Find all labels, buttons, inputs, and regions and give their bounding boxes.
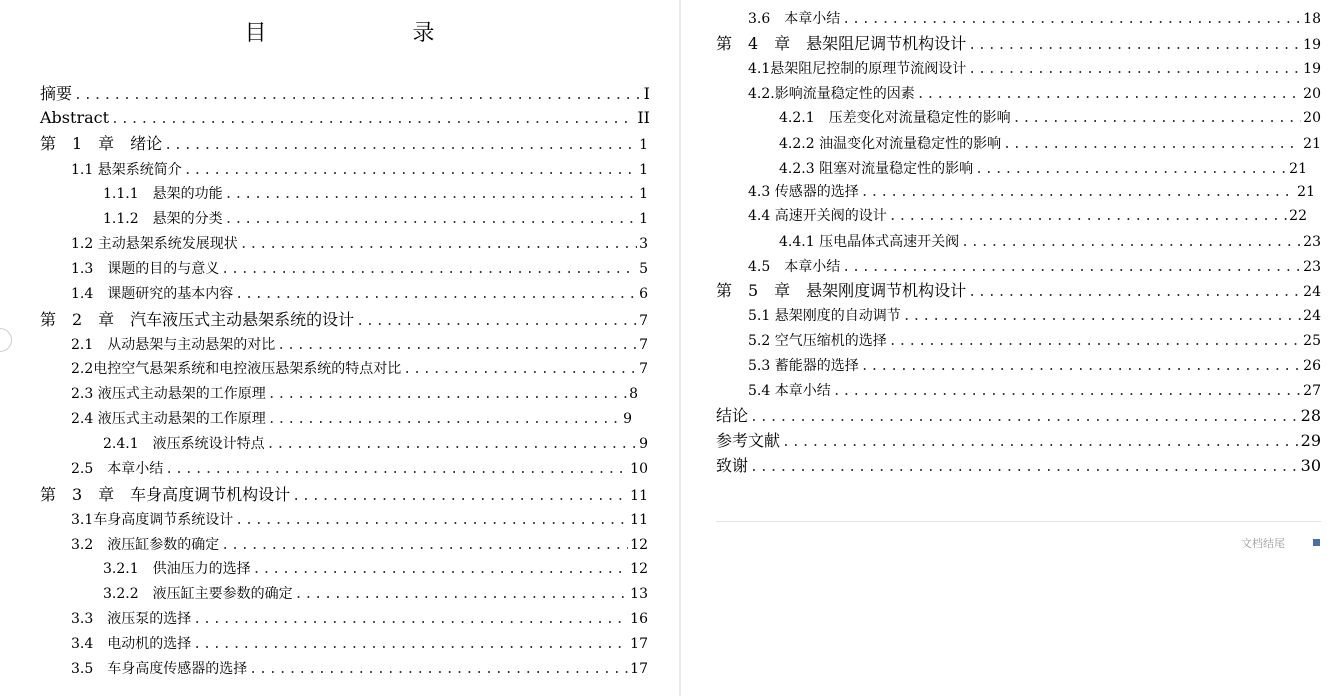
toc-leader-dots bbox=[968, 35, 1301, 57]
toc-page-number: 23 bbox=[1303, 259, 1321, 275]
toc-entry-label: 第 2 章 汽车液压式主动悬架系统的设计 bbox=[40, 310, 355, 329]
toc-page-number: 1 bbox=[639, 162, 648, 178]
toc-leader-dots bbox=[750, 457, 1299, 479]
toc-entry-label: 4.2.影响流量稳定性的因素 bbox=[748, 86, 915, 102]
toc-entry[interactable] bbox=[748, 380, 1321, 402]
toc-entry[interactable] bbox=[103, 558, 648, 580]
toc-entry[interactable] bbox=[71, 658, 648, 680]
toc-entry-label: 第 1 章 绪论 bbox=[40, 134, 163, 153]
page-nav-circle[interactable] bbox=[0, 328, 12, 352]
toc-page-number: 11 bbox=[630, 512, 648, 528]
toc-entry[interactable] bbox=[71, 258, 648, 280]
toc-page-number: 24 bbox=[1303, 308, 1321, 324]
toc-page-number: II bbox=[637, 108, 650, 127]
toc-leader-dots bbox=[975, 159, 1287, 181]
toc-entry[interactable] bbox=[71, 509, 648, 531]
toc-entry-label: 3.3 液压泵的选择 bbox=[71, 611, 192, 627]
toc-leader-dots bbox=[111, 109, 635, 131]
toc-leader-dots bbox=[225, 184, 637, 206]
toc-entry[interactable] bbox=[103, 433, 648, 455]
toc-page-number: 17 bbox=[630, 636, 648, 652]
toc-leader-dots bbox=[221, 259, 637, 281]
toc-leader-dots bbox=[961, 232, 1301, 254]
toc-leader-dots bbox=[221, 535, 628, 557]
toc-entry-label: 3.1车身高度调节系统设计 bbox=[71, 512, 234, 528]
toc-entry-label: 1.1.2 悬架的分类 bbox=[103, 211, 223, 227]
toc-leader-dots bbox=[292, 486, 628, 508]
toc-leader-dots bbox=[889, 331, 1301, 353]
toc-page-number: 1 bbox=[639, 137, 648, 153]
toc-entry-label: 2.3 液压式主动悬架的工作原理 bbox=[71, 386, 266, 402]
toc-page-number: 12 bbox=[630, 537, 648, 553]
toc-page-number: 10 bbox=[630, 461, 648, 477]
toc-page-number: 9 bbox=[623, 411, 632, 427]
toc-page-number: 30 bbox=[1300, 456, 1321, 475]
document-end-label: 文档结尾 bbox=[1241, 537, 1285, 550]
toc-page-number: 9 bbox=[639, 436, 648, 452]
toc-entry-label: 第 5 章 悬架刚度调节机构设计 bbox=[716, 281, 967, 300]
toc-entry-label: 3.2.2 液压缸主要参数的确定 bbox=[103, 586, 293, 602]
toc-leader-dots bbox=[225, 209, 637, 231]
toc-page-number: 22 bbox=[1289, 208, 1307, 224]
toc-entry-label: 参考文献 bbox=[716, 431, 781, 450]
toc-page-number: 20 bbox=[1303, 110, 1321, 126]
toc-page-number: 27 bbox=[1303, 383, 1321, 399]
document-end-line bbox=[716, 521, 1321, 522]
toc-entry[interactable] bbox=[748, 256, 1321, 278]
toc-entry[interactable] bbox=[71, 408, 632, 430]
toc-entry[interactable] bbox=[748, 8, 1321, 30]
toc-leader-dots bbox=[861, 356, 1301, 378]
toc-leader-dots bbox=[842, 9, 1301, 31]
toc-entry[interactable] bbox=[71, 334, 648, 356]
toc-entry[interactable] bbox=[716, 430, 1321, 452]
toc-page-number: 26 bbox=[1303, 358, 1321, 374]
toc-entry-label: 2.4 液压式主动悬架的工作原理 bbox=[71, 411, 266, 427]
toc-page-number: 1 bbox=[639, 186, 648, 202]
toc-entry-label: 3.2 液压缸参数的确定 bbox=[71, 537, 220, 553]
toc-leader-dots bbox=[903, 306, 1301, 328]
toc-page-number: 1 bbox=[639, 211, 648, 227]
toc-leader-dots bbox=[968, 59, 1301, 81]
toc-page-number: I bbox=[643, 84, 650, 103]
toc-page-number: 19 bbox=[1303, 61, 1321, 77]
toc-leader-dots bbox=[268, 384, 627, 406]
toc-entry[interactable] bbox=[71, 233, 648, 255]
toc-leader-dots bbox=[833, 381, 1301, 403]
toc-page-number: 7 bbox=[639, 361, 648, 377]
toc-leader-dots bbox=[267, 434, 637, 456]
toc-entry[interactable] bbox=[748, 205, 1307, 227]
toc-entry-label: 4.2.2 油温变化对流量稳定性的影响 bbox=[779, 136, 1002, 152]
toc-entry[interactable] bbox=[748, 305, 1321, 327]
toc-title: 目 录 bbox=[244, 21, 469, 46]
toc-page-number: 16 bbox=[630, 611, 648, 627]
toc-entry-label: 2.1 从动悬架与主动悬架的对比 bbox=[71, 337, 276, 353]
toc-leader-dots bbox=[750, 407, 1299, 429]
toc-entry[interactable] bbox=[748, 58, 1321, 80]
toc-entry[interactable] bbox=[779, 107, 1321, 129]
toc-leader-dots bbox=[1013, 108, 1302, 130]
toc-entry-label: 1.1.1 悬架的功能 bbox=[103, 186, 223, 202]
toc-page-number: 21 bbox=[1297, 184, 1315, 200]
toc-entry-label: 结论 bbox=[716, 406, 749, 425]
toc-leader-dots bbox=[968, 282, 1301, 304]
toc-entry[interactable] bbox=[71, 358, 648, 380]
toc-page-number: 13 bbox=[630, 586, 648, 602]
toc-entry-label: 2.2电控空气悬架系统和电控液压悬架系统的特点对比 bbox=[71, 361, 402, 377]
toc-page-number: 21 bbox=[1303, 136, 1321, 152]
toc-leader-dots bbox=[782, 432, 1299, 454]
toc-entry-label: 5.1 悬架刚度的自动调节 bbox=[748, 308, 901, 324]
toc-entry[interactable] bbox=[716, 455, 1321, 477]
toc-leader-dots bbox=[842, 257, 1301, 279]
toc-page-number: 3 bbox=[639, 236, 648, 252]
toc-entry[interactable] bbox=[71, 633, 648, 655]
toc-entry[interactable] bbox=[40, 309, 648, 331]
toc-entry-label: 第 4 章 悬架阻尼调节机构设计 bbox=[716, 34, 967, 53]
toc-entry[interactable] bbox=[40, 484, 648, 506]
toc-entry-label: 5.4 本章小结 bbox=[748, 383, 831, 399]
toc-entry[interactable] bbox=[71, 608, 648, 630]
toc-leader-dots bbox=[193, 634, 628, 656]
toc-entry-label: 4.4.1 压电晶体式高速开关阀 bbox=[779, 234, 960, 250]
toc-entry-label: 1.4 课题研究的基本内容 bbox=[71, 286, 234, 302]
toc-entry[interactable] bbox=[40, 83, 650, 105]
toc-entry-label: 2.4.1 液压系统设计特点 bbox=[103, 436, 265, 452]
toc-entry[interactable] bbox=[748, 83, 1321, 105]
toc-entry[interactable] bbox=[716, 405, 1321, 427]
toc-leader-dots bbox=[295, 584, 629, 606]
toc-entry[interactable] bbox=[779, 158, 1307, 180]
toc-page-number: 11 bbox=[630, 488, 648, 504]
toc-leader-dots bbox=[889, 206, 1287, 228]
toc-leader-dots bbox=[917, 84, 1301, 106]
toc-page-number: 6 bbox=[639, 286, 648, 302]
toc-entry-label: 1.2 主动悬架系统发展现状 bbox=[71, 236, 238, 252]
toc-page-number: 8 bbox=[629, 386, 638, 402]
toc-entry-label: 4.4 高速开关阀的设计 bbox=[748, 208, 887, 224]
toc-entry[interactable] bbox=[71, 283, 648, 305]
toc-leader-dots bbox=[165, 459, 628, 481]
toc-page-number: 18 bbox=[1303, 11, 1321, 27]
toc-entry-label: 1.1 悬架系统简介 bbox=[71, 162, 182, 178]
toc-entry[interactable] bbox=[779, 133, 1321, 155]
toc-leader-dots bbox=[356, 311, 637, 333]
toc-page-number: 7 bbox=[639, 337, 648, 353]
toc-entry[interactable] bbox=[71, 534, 648, 556]
document-end-marker bbox=[1313, 539, 1320, 546]
toc-entry-label: 摘要 bbox=[40, 84, 73, 103]
toc-page-number: 28 bbox=[1300, 406, 1321, 425]
toc-page-number: 20 bbox=[1303, 86, 1321, 102]
toc-page-number: 23 bbox=[1303, 234, 1321, 250]
toc-page-number: 5 bbox=[639, 261, 648, 277]
toc-entry-label: 4.2.3 阻塞对流量稳定性的影响 bbox=[779, 161, 974, 177]
toc-entry-label: 1.3 课题的目的与意义 bbox=[71, 261, 220, 277]
toc-entry-label: 第 3 章 车身高度调节机构设计 bbox=[40, 485, 291, 504]
toc-leader-dots bbox=[268, 409, 621, 431]
toc-leader-dots bbox=[240, 234, 637, 256]
toc-leader-dots bbox=[249, 659, 628, 681]
toc-page-number: 12 bbox=[630, 561, 648, 577]
toc-entry[interactable] bbox=[103, 208, 648, 230]
toc-page-number: 21 bbox=[1289, 161, 1307, 177]
toc-leader-dots bbox=[184, 160, 637, 182]
toc-leader-dots bbox=[193, 609, 628, 631]
toc-leader-dots bbox=[74, 85, 642, 107]
toc-leader-dots bbox=[861, 182, 1295, 204]
toc-leader-dots bbox=[235, 284, 637, 306]
toc-entry[interactable] bbox=[779, 231, 1321, 253]
toc-entry[interactable] bbox=[40, 107, 650, 129]
toc-page-number: 17 bbox=[630, 661, 648, 677]
toc-entry[interactable] bbox=[71, 458, 648, 480]
toc-page-number: 7 bbox=[639, 313, 648, 329]
toc-leader-dots bbox=[164, 135, 637, 157]
toc-entry-label: 4.3 传感器的选择 bbox=[748, 184, 859, 200]
toc-leader-dots bbox=[1003, 134, 1301, 156]
toc-entry-label: 5.2 空气压缩机的选择 bbox=[748, 333, 887, 349]
toc-entry[interactable] bbox=[103, 583, 648, 605]
toc-entry-label: 5.3 蓄能器的选择 bbox=[748, 358, 859, 374]
toc-entry-label: 3.4 电动机的选择 bbox=[71, 636, 192, 652]
toc-entry-label: 4.2.1 压差变化对流量稳定性的影响 bbox=[779, 110, 1011, 126]
toc-entry-label: 4.5 本章小结 bbox=[748, 259, 841, 275]
toc-entry[interactable] bbox=[748, 330, 1321, 352]
toc-entry-label: 3.6 本章小结 bbox=[748, 11, 841, 27]
toc-entry-label: 致谢 bbox=[716, 456, 749, 475]
toc-entry[interactable] bbox=[71, 159, 648, 181]
toc-entry[interactable] bbox=[40, 133, 648, 155]
toc-entry-label: Abstract bbox=[40, 108, 110, 127]
toc-entry[interactable] bbox=[716, 280, 1321, 302]
toc-entry[interactable] bbox=[71, 383, 638, 405]
toc-entry-label: 4.1悬架阻尼控制的原理节流阀设计 bbox=[748, 61, 967, 77]
toc-leader-dots bbox=[277, 335, 637, 357]
toc-entry-label: 2.5 本章小结 bbox=[71, 461, 164, 477]
toc-entry-label: 3.2.1 供油压力的选择 bbox=[103, 561, 251, 577]
toc-entry[interactable] bbox=[103, 183, 648, 205]
toc-page-number: 25 bbox=[1303, 333, 1321, 349]
toc-entry[interactable] bbox=[748, 355, 1321, 377]
toc-leader-dots bbox=[235, 510, 628, 532]
toc-leader-dots bbox=[403, 359, 637, 381]
toc-entry[interactable] bbox=[716, 33, 1321, 55]
toc-page-number: 19 bbox=[1303, 37, 1321, 53]
toc-page-number: 29 bbox=[1300, 431, 1321, 450]
toc-entry-label: 3.5 车身高度传感器的选择 bbox=[71, 661, 248, 677]
toc-leader-dots bbox=[253, 559, 629, 581]
toc-page-number: 24 bbox=[1303, 284, 1321, 300]
toc-entry[interactable] bbox=[748, 181, 1315, 203]
right-page bbox=[681, 0, 1331, 696]
